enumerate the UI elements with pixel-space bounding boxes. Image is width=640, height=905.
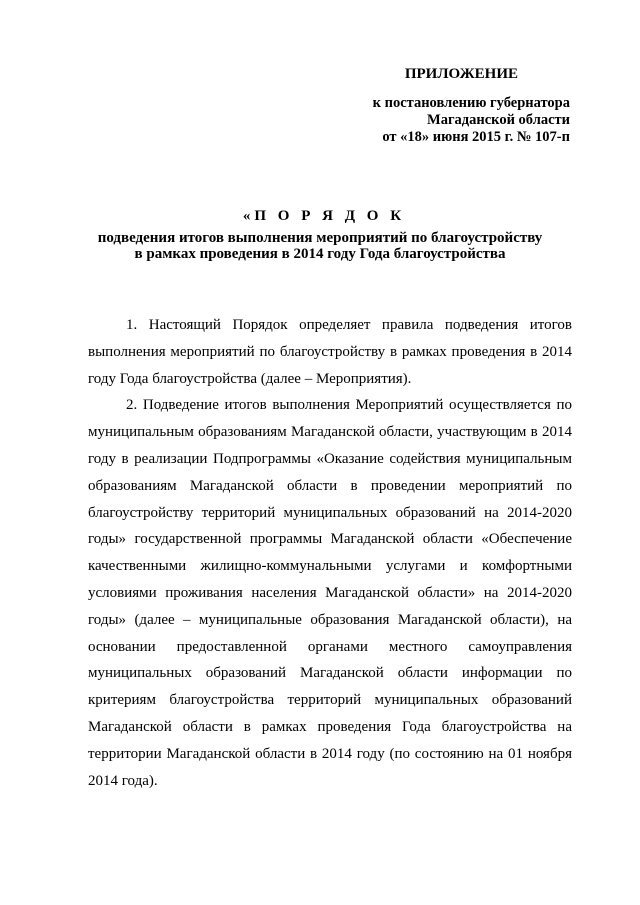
paragraph-1: 1. Настоящий Порядок определяет правила подведения итогов выполнения мероприятий по благоустройству в рамках проведения в 2014 году Года благоустройства (далее – Мероприятия).	[88, 317, 572, 387]
paragraph-2: 2. Подведение итогов выполнения Мероприятий осуществляется по муниципальным образованиям Магаданской области, участвующим в 2014 году в реализации Подпрограммы «Оказание содействия муниципальным образованиям Магаданской области в проведении мероприятий по благоустройству территорий муниципальных образований на 2014-2020 годы» государственной программы Магаданской области «Обеспечение качественными жилищно-коммунальными услугами и комфортными условиями проживания населения Магаданской области» на 2014-2020 годы» (далее – муниципальные образования Магаданской области), на основании предоставленной органами местного самоуправления муниципальных образований Магаданской области информации по критериям благоустройства территорий муниципальных образований Магаданской области в рамках проведения Года благоустройства на территории Магаданской области в 2014 году (по состоянию на 01 ноября 2014 года).	[88, 397, 572, 789]
document-title	[0, 208, 640, 262]
appendix-line-2: Магаданской области	[427, 112, 570, 128]
title-main: «П О Р Я Д О К	[242, 208, 406, 224]
appendix-heading: ПРИЛОЖЕНИЕ	[404, 66, 518, 82]
appendix-block	[373, 66, 570, 146]
appendix-line-3: от «18» июня 2015 г. № 107-п	[382, 129, 570, 145]
document-body	[88, 312, 572, 794]
title-line-1: подведения итогов выполнения мероприятий по благоустройству	[97, 230, 543, 246]
appendix-line-1: к постановлению губернатора	[372, 95, 570, 111]
title-line-2: в рамках проведения в 2014 году Года благоустройства	[134, 246, 506, 262]
